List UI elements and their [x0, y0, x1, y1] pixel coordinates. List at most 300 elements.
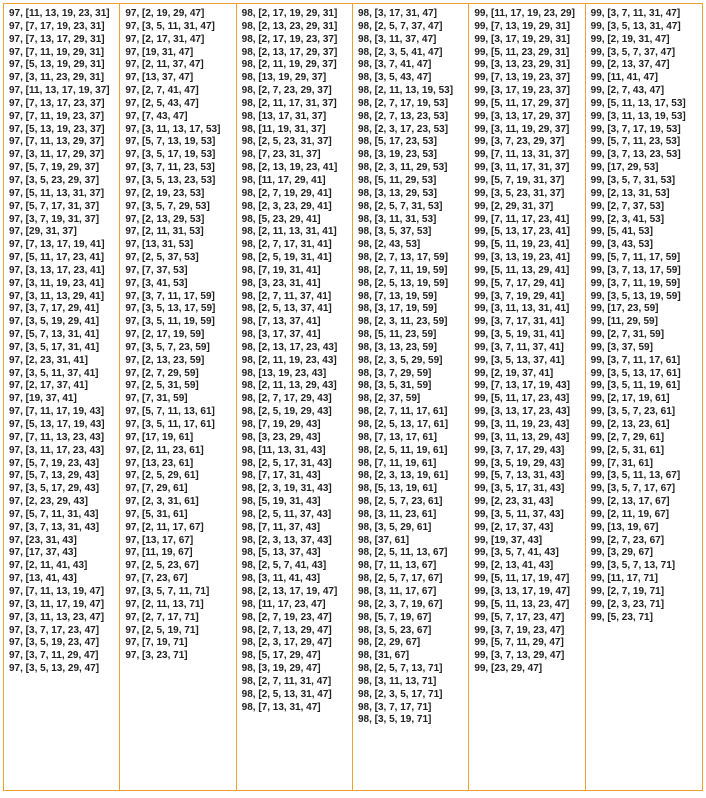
table-entry: 97, [5, 7, 13, 19, 53] — [125, 136, 216, 148]
table-entry: 99, [3, 17, 19, 23, 37] — [474, 85, 570, 97]
table-entry: 99, [5, 7, 11, 29, 47] — [474, 637, 564, 649]
table-entry: 98, [3, 7, 41, 47] — [357, 59, 432, 71]
table-entry: 97, [3, 11, 23, 29, 31] — [9, 72, 105, 84]
table-entry: 99, [5, 13, 17, 23, 41] — [474, 226, 570, 238]
table-entry: 99, [2, 19, 31, 47] — [590, 33, 670, 45]
column-2 — [120, 4, 236, 790]
table-entry: 97, [3, 5, 11, 37, 41] — [9, 367, 99, 379]
table-entry: 99, [2, 23, 31, 43] — [474, 496, 554, 508]
table-entry: 97, [2, 17, 31, 47] — [125, 33, 205, 45]
table-entry: 99, [2, 7, 29, 61] — [590, 431, 665, 443]
table-entry: 98, [2, 7, 13, 29, 47] — [241, 624, 332, 636]
table-entry: 99, [3, 7, 11, 17, 61] — [590, 354, 681, 366]
table-entry: 98, [2, 13, 17, 29, 37] — [241, 46, 338, 58]
table-entry: 97, [2, 7, 29, 59] — [125, 367, 199, 379]
table-entry: 98, [2, 3, 13, 19, 61] — [357, 470, 449, 482]
table-entry: 98, [3, 11, 37, 47] — [357, 33, 437, 45]
table-entry: 98, [5, 7, 19, 67] — [357, 611, 432, 623]
table-entry: 98, [2, 5, 11, 13, 67] — [357, 547, 448, 559]
table-entry: 98, [3, 19, 23, 53] — [357, 149, 437, 161]
table-entry: 99, [3, 11, 19, 29, 37] — [474, 123, 570, 135]
table-entry: 97, [11, 13, 17, 19, 37] — [9, 85, 110, 97]
table-entry: 99, [3, 7, 13, 29, 47] — [474, 650, 565, 662]
table-entry: 98, [2, 3, 11, 23, 59] — [357, 316, 448, 328]
table-entry: 99, [5, 11, 13, 23, 47] — [474, 598, 570, 610]
table-entry: 97, [2, 5, 43, 47] — [125, 97, 199, 109]
table-entry: 98, [2, 5, 11, 37, 43] — [241, 508, 332, 520]
table-entry: 97, [3, 5, 7, 23, 59] — [125, 341, 210, 353]
table-entry: 97, [7, 19, 71] — [125, 637, 188, 649]
table-entry: 97, [5, 7, 11, 31, 43] — [9, 508, 99, 520]
table-entry: 99, [3, 43, 53] — [590, 239, 653, 251]
table-entry: 98, [3, 11, 17, 67] — [357, 585, 437, 597]
table-entry: 99, [5, 11, 17, 29, 37] — [474, 97, 570, 109]
table-entry: 98, [3, 19, 29, 47] — [241, 663, 321, 675]
table-entry: 99, [3, 7, 19, 29, 41] — [474, 290, 565, 302]
table-entry: 99, [3, 7, 19, 23, 47] — [474, 624, 565, 636]
table-entry: 98, [7, 13, 31, 47] — [241, 701, 321, 713]
table-entry: 98, [7, 13, 37, 41] — [241, 316, 321, 328]
table-entry: 97, [2, 5, 31, 59] — [125, 380, 199, 392]
table-entry: 99, [5, 7, 13, 31, 43] — [474, 470, 565, 482]
table-entry: 98, [2, 7, 19, 29, 41] — [241, 187, 332, 199]
table-entry: 99, [3, 5, 7, 31, 53] — [590, 174, 676, 186]
table-entry: 97, [2, 11, 31, 53] — [125, 226, 204, 238]
table-entry: 98, [3, 23, 29, 43] — [241, 431, 321, 443]
table-entry: 99, [3, 5, 13, 37, 41] — [474, 354, 565, 366]
table-entry: 99, [17, 23, 59] — [590, 303, 659, 315]
table-entry: 98, [2, 11, 13, 19, 53] — [357, 85, 454, 97]
table-entry: 98, [37, 61] — [357, 534, 410, 546]
table-entry: 99, [3, 5, 7, 17, 67] — [590, 483, 676, 495]
table-entry: 99, [2, 13, 31, 53] — [590, 187, 670, 199]
table-entry: 99, [2, 17, 37, 43] — [474, 521, 554, 533]
table-entry: 97, [5, 7, 19, 23, 43] — [9, 457, 100, 469]
table-entry: 98, [5, 11, 29, 53] — [357, 174, 437, 186]
table-entry: 97, [3, 7, 17, 23, 47] — [9, 624, 100, 636]
table-entry: 97, [7, 13, 17, 23, 37] — [9, 97, 105, 109]
table-entry: 99, [3, 5, 13, 31, 47] — [590, 20, 681, 32]
table-entry: 99, [2, 13, 17, 67] — [590, 496, 670, 508]
table-entry: 97, [3, 11, 17, 29, 37] — [9, 149, 105, 161]
table-entry: 98, [2, 5, 23, 31, 37] — [241, 136, 332, 148]
column-3 — [237, 4, 353, 790]
table-entry: 99, [2, 29, 31, 37] — [474, 200, 554, 212]
table-entry: 97, [2, 13, 29, 53] — [125, 213, 205, 225]
table-entry: 99, [2, 3, 23, 71] — [590, 598, 665, 610]
table-entry: 97, [7, 11, 13, 29, 37] — [9, 136, 105, 148]
table-entry: 98, [3, 17, 19, 59] — [357, 303, 437, 315]
table-entry: 98, [5, 19, 31, 43] — [241, 496, 321, 508]
table-entry: 97, [13, 41, 43] — [9, 573, 77, 585]
table-entry: 98, [5, 23, 29, 41] — [241, 213, 321, 225]
table-entry: 97, [19, 31, 47] — [125, 46, 194, 58]
table-entry: 99, [2, 7, 23, 67] — [590, 534, 665, 546]
table-entry: 99, [5, 23, 71] — [590, 611, 653, 623]
table-entry: 98, [11, 19, 31, 37] — [241, 123, 326, 135]
table-entry: 99, [2, 7, 31, 59] — [590, 329, 665, 341]
table-entry: 97, [2, 7, 17, 71] — [125, 611, 199, 623]
table-entry: 99, [3, 5, 11, 37, 43] — [474, 508, 564, 520]
table-entry: 99, [5, 11, 13, 17, 53] — [590, 97, 686, 109]
table-entry: 99, [7, 11, 13, 31, 37] — [474, 149, 570, 161]
table-entry: 99, [3, 7, 17, 31, 41] — [474, 316, 565, 328]
table-entry: 99, [3, 5, 23, 31, 37] — [474, 187, 565, 199]
table-entry: 97, [3, 7, 11, 17, 59] — [125, 290, 215, 302]
table-entry: 97, [5, 7, 17, 31, 37] — [9, 200, 100, 212]
table-entry: 97, [2, 5, 29, 61] — [125, 470, 199, 482]
table-entry: 99, [3, 5, 13, 17, 61] — [590, 367, 681, 379]
table-entry: 99, [2, 5, 31, 61] — [590, 444, 665, 456]
table-entry: 98, [2, 37, 59] — [357, 393, 421, 405]
table-entry: 97, [7, 11, 17, 19, 43] — [9, 406, 105, 418]
table-entry: 98, [2, 5, 7, 31, 53] — [357, 200, 443, 212]
table-entry: 97, [13, 23, 61] — [125, 457, 194, 469]
table-entry: 99, [3, 29, 67] — [590, 547, 653, 559]
table-entry: 98, [13, 17, 31, 37] — [241, 110, 327, 122]
table-entry: 97, [7, 11, 13, 23, 43] — [9, 431, 105, 443]
table-entry: 99, [2, 3, 41, 53] — [590, 213, 665, 225]
table-entry: 98, [7, 19, 31, 41] — [241, 264, 321, 276]
table-entry: 98, [5, 17, 23, 53] — [357, 136, 437, 148]
table-entry: 99, [3, 7, 23, 29, 37] — [474, 136, 565, 148]
table-entry: 98, [2, 5, 13, 17, 61] — [357, 419, 449, 430]
table-entry: 97, [7, 17, 19, 23, 31] — [9, 20, 105, 32]
table-entry: 99, [2, 7, 37, 53] — [590, 200, 665, 212]
table-entry: 99, [3, 13, 23, 29, 31] — [474, 59, 570, 71]
table-entry: 97, [3, 5, 13, 23, 53] — [125, 174, 216, 186]
table-entry: 98, [7, 19, 29, 43] — [241, 419, 321, 430]
table-entry: 98, [2, 11, 19, 23, 43] — [241, 354, 337, 366]
table-entry: 97, [3, 5, 23, 29, 37] — [9, 174, 100, 186]
table-entry: 97, [13, 17, 67] — [125, 534, 194, 546]
table-entry: 97, [19, 37, 41] — [9, 393, 77, 405]
table-entry: 98, [2, 5, 13, 37, 41] — [241, 303, 332, 315]
table-entry: 99, [2, 17, 19, 61] — [590, 393, 670, 405]
table-entry: 98, [2, 3, 11, 29, 53] — [357, 162, 448, 174]
table-entry: 97, [13, 31, 53] — [125, 239, 194, 251]
table-entry: 98, [3, 13, 23, 59] — [357, 341, 437, 353]
table-entry: 99, [5, 7, 19, 31, 37] — [474, 174, 565, 186]
table-entry: 98, [2, 5, 7, 17, 67] — [357, 573, 443, 585]
table-entry: 97, [17, 19, 61] — [125, 431, 194, 443]
table-entry: 98, [2, 3, 5, 41, 47] — [357, 46, 443, 58]
table-entry: 98, [2, 17, 19, 23, 37] — [241, 33, 338, 45]
table-entry: 97, [3, 5, 7, 11, 71] — [125, 585, 210, 597]
table-entry: 97, [3, 5, 11, 19, 59] — [125, 316, 215, 328]
table-entry: 99, [3, 13, 17, 19, 47] — [474, 585, 570, 597]
table-entry: 98, [3, 17, 37, 41] — [241, 329, 321, 341]
table-entry: 97, [2, 11, 41, 43] — [9, 560, 88, 572]
table-entry: 97, [3, 5, 19, 29, 41] — [9, 316, 100, 328]
table-entry: 99, [2, 7, 19, 71] — [590, 585, 665, 597]
table-entry: 97, [3, 11, 13, 17, 53] — [125, 123, 221, 135]
table-entry: 97, [5, 7, 19, 29, 37] — [9, 162, 100, 174]
table-entry: 98, [5, 13, 37, 43] — [241, 547, 321, 559]
table-entry: 98, [2, 7, 17, 19, 53] — [357, 97, 449, 109]
table-entry: 99, [17, 29, 53] — [590, 162, 659, 174]
table-entry: 97, [7, 29, 61] — [125, 483, 188, 495]
table-entry: 98, [3, 11, 13, 71] — [357, 675, 437, 687]
table-entry: 97, [3, 5, 7, 29, 53] — [125, 200, 210, 212]
table-entry: 97, [7, 11, 13, 19, 47] — [9, 585, 105, 597]
table-entry: 97, [5, 11, 13, 31, 37] — [9, 187, 105, 199]
table-entry: 97, [7, 37, 53] — [125, 264, 188, 276]
table-entry: 99, [3, 7, 11, 31, 47] — [590, 8, 681, 19]
column-4 — [353, 4, 469, 790]
table-entry: 99, [3, 11, 13, 31, 41] — [474, 303, 570, 315]
table-entry: 98, [3, 13, 29, 53] — [357, 187, 437, 199]
table-entry: 99, [11, 29, 59] — [590, 316, 658, 328]
table-entry: 97, [3, 5, 17, 19, 53] — [125, 149, 216, 161]
table-entry: 97, [11, 19, 67] — [125, 547, 193, 559]
table-entry: 98, [3, 5, 19, 71] — [357, 714, 432, 726]
table-entry: 97, [3, 5, 17, 31, 41] — [9, 341, 100, 353]
table-entry: 97, [11, 13, 19, 23, 31] — [9, 8, 110, 19]
table-entry: 97, [2, 11, 17, 67] — [125, 521, 204, 533]
table-entry: 98, [2, 11, 13, 31, 41] — [241, 226, 337, 238]
table-entry: 98, [2, 29, 67] — [357, 637, 421, 649]
table-entry: 99, [3, 37, 59] — [590, 341, 653, 353]
table-entry: 98, [7, 11, 13, 67] — [357, 560, 437, 572]
table-entry: 97, [2, 3, 31, 61] — [125, 496, 199, 508]
table-entry: 97, [5, 7, 13, 31, 41] — [9, 329, 100, 341]
table-entry: 97, [2, 5, 37, 53] — [125, 252, 199, 264]
table-entry: 97, [3, 5, 19, 23, 47] — [9, 637, 100, 649]
table-entry: 99, [7, 31, 61] — [590, 457, 653, 469]
table-entry: 99, [3, 13, 17, 29, 37] — [474, 110, 570, 122]
table-entry: 98, [2, 3, 13, 37, 43] — [241, 534, 332, 546]
table-entry: 99, [5, 7, 17, 23, 47] — [474, 611, 565, 623]
table-entry: 99, [3, 5, 7, 23, 61] — [590, 406, 676, 418]
table-entry: 98, [2, 43, 53] — [357, 239, 421, 251]
table-entry: 99, [5, 11, 19, 23, 41] — [474, 239, 570, 251]
table-entry: 98, [3, 11, 41, 43] — [241, 573, 321, 585]
table-entry: 98, [3, 5, 43, 47] — [357, 72, 432, 84]
table-entry: 98, [13, 19, 23, 43] — [241, 367, 327, 379]
table-entry: 97, [3, 11, 13, 23, 47] — [9, 611, 105, 623]
table-entry: 99, [3, 7, 11, 19, 59] — [590, 277, 681, 289]
table-entry: 99, [2, 13, 41, 43] — [474, 560, 554, 572]
table-entry: 99, [2, 7, 43, 47] — [590, 85, 665, 97]
table-entry: 98, [2, 5, 7, 37, 47] — [357, 20, 443, 32]
table-entry: 97, [5, 13, 19, 29, 31] — [9, 59, 105, 71]
table-entry: 98, [2, 13, 17, 23, 43] — [241, 341, 338, 353]
table-entry: 98, [2, 7, 11, 17, 61] — [357, 406, 448, 418]
table-entry: 98, [2, 7, 13, 17, 59] — [357, 252, 449, 264]
table-entry: 99, [3, 7, 17, 19, 53] — [590, 123, 681, 135]
table-entry: 98, [3, 5, 23, 67] — [357, 624, 432, 636]
table-entry: 97, [2, 11, 13, 71] — [125, 598, 204, 610]
table-entry: 98, [7, 23, 31, 37] — [241, 149, 321, 161]
table-entry: 97, [3, 7, 19, 31, 37] — [9, 213, 100, 225]
table-entry: 99, [5, 7, 17, 29, 41] — [474, 277, 565, 289]
table-entry: 98, [2, 7, 23, 29, 37] — [241, 85, 332, 97]
table-entry: 98, [2, 17, 19, 29, 31] — [241, 8, 338, 19]
table-entry: 98, [2, 5, 13, 19, 59] — [357, 277, 449, 289]
table-entry: 99, [3, 7, 11, 37, 41] — [474, 341, 564, 353]
table-entry: 99, [5, 11, 13, 29, 41] — [474, 264, 570, 276]
table-entry: 99, [3, 13, 19, 23, 41] — [474, 252, 570, 264]
table-entry: 98, [2, 3, 5, 29, 59] — [357, 354, 443, 366]
table-entry: 98, [7, 13, 19, 59] — [357, 290, 437, 302]
table-entry: 97, [7, 31, 59] — [125, 393, 188, 405]
table-entry: 98, [2, 3, 5, 17, 71] — [357, 688, 443, 700]
table-entry: 98, [3, 11, 23, 61] — [357, 508, 437, 520]
table-entry: 97, [3, 7, 11, 29, 47] — [9, 650, 99, 662]
table-entry: 97, [7, 11, 19, 29, 31] — [9, 46, 105, 58]
table-entry: 98, [2, 7, 11, 19, 59] — [357, 264, 448, 276]
table-entry: 99, [5, 7, 11, 23, 53] — [590, 136, 681, 148]
table-entry: 98, [2, 11, 17, 31, 37] — [241, 97, 337, 109]
table-entry: 99, [5, 11, 17, 19, 47] — [474, 573, 570, 585]
table-entry: 98, [2, 13, 19, 23, 41] — [241, 162, 338, 174]
table-entry: 97, [2, 5, 19, 71] — [125, 624, 199, 636]
table-entry: 97, [3, 5, 13, 29, 47] — [9, 663, 100, 675]
table-entry: 97, [2, 23, 29, 43] — [9, 496, 88, 508]
table-entry: 98, [2, 7, 11, 37, 41] — [241, 290, 332, 302]
table-entry: 99, [5, 11, 17, 23, 43] — [474, 393, 570, 405]
table-entry: 98, [2, 7, 17, 31, 41] — [241, 239, 332, 251]
table-entry: 97, [3, 11, 17, 19, 47] — [9, 598, 105, 610]
table-entry: 97, [7, 23, 67] — [125, 573, 188, 585]
table-entry: 98, [5, 17, 29, 47] — [241, 650, 321, 662]
table-entry: 97, [2, 11, 37, 47] — [125, 59, 204, 71]
table-entry: 98, [31, 67] — [357, 650, 410, 662]
table-entry: 97, [5, 7, 13, 29, 43] — [9, 470, 100, 482]
table-entry: 98, [3, 23, 31, 41] — [241, 277, 321, 289]
table-entry: 99, [11, 17, 71] — [590, 573, 658, 585]
table-entry: 99, [3, 5, 19, 29, 43] — [474, 457, 565, 469]
table-entry: 98, [5, 13, 19, 61] — [357, 483, 437, 495]
table-entry: 97, [3, 11, 19, 23, 41] — [9, 277, 105, 289]
table-entry: 98, [2, 7, 19, 23, 47] — [241, 611, 332, 623]
table-entry: 98, [2, 13, 23, 29, 31] — [241, 20, 338, 32]
table-entry: 99, [3, 5, 11, 13, 67] — [590, 470, 681, 482]
table-entry: 97, [2, 17, 37, 41] — [9, 380, 88, 392]
table-entry: 97, [3, 5, 11, 31, 47] — [125, 20, 215, 32]
table-entry: 99, [23, 29, 47] — [474, 663, 543, 675]
table-entry: 97, [7, 13, 17, 29, 31] — [9, 33, 105, 45]
table-entry: 99, [2, 13, 23, 61] — [590, 419, 670, 430]
table-entry: 98, [2, 11, 13, 29, 43] — [241, 380, 337, 392]
table-entry: 97, [3, 5, 13, 17, 59] — [125, 303, 216, 315]
table-entry: 99, [11, 17, 19, 23, 29] — [474, 8, 575, 19]
table-entry: 98, [7, 11, 37, 43] — [241, 521, 321, 533]
table-entry: 99, [3, 17, 19, 29, 31] — [474, 33, 570, 45]
table-entry: 99, [3, 5, 7, 37, 47] — [590, 46, 676, 58]
table-entry: 99, [3, 11, 13, 29, 43] — [474, 431, 570, 443]
table-entry: 98, [3, 7, 29, 59] — [357, 367, 432, 379]
table-entry: 98, [11, 17, 29, 41] — [241, 174, 326, 186]
table-entry: 97, [3, 5, 17, 29, 43] — [9, 483, 100, 495]
table-entry: 99, [2, 13, 37, 47] — [590, 59, 670, 71]
table-entry: 99, [3, 7, 17, 29, 43] — [474, 444, 565, 456]
table-entry: 97, [7, 13, 17, 19, 41] — [9, 239, 105, 251]
table-entry: 97, [29, 31, 37] — [9, 226, 77, 238]
table-entry: 97, [13, 37, 47] — [125, 72, 194, 84]
table-entry: 99, [5, 7, 11, 17, 59] — [590, 252, 681, 264]
table-entry: 99, [13, 19, 67] — [590, 521, 659, 533]
table-entry: 99, [2, 19, 37, 41] — [474, 367, 554, 379]
table-entry: 99, [7, 13, 19, 23, 37] — [474, 72, 570, 84]
column-6 — [586, 4, 702, 790]
table-entry: 97, [3, 11, 17, 23, 43] — [9, 444, 105, 456]
table-entry: 98, [2, 5, 7, 41, 43] — [241, 560, 327, 572]
table-entry: 97, [3, 13, 17, 23, 41] — [9, 264, 105, 276]
table-entry: 98, [2, 5, 13, 31, 47] — [241, 688, 332, 700]
table-entry: 98, [2, 7, 17, 29, 43] — [241, 393, 332, 405]
column-5 — [469, 4, 585, 790]
table-entry: 97, [5, 31, 61] — [125, 508, 188, 520]
table-entry: 98, [2, 3, 19, 31, 43] — [241, 483, 332, 495]
table-entry: 98, [7, 11, 19, 61] — [357, 457, 437, 469]
table-entry: 97, [2, 23, 31, 41] — [9, 354, 88, 366]
table-entry: 98, [3, 7, 17, 71] — [357, 701, 432, 713]
table-entry: 99, [3, 11, 19, 23, 43] — [474, 419, 570, 430]
table-entry: 99, [3, 7, 13, 23, 53] — [590, 149, 681, 161]
table-entry: 98, [3, 5, 31, 59] — [357, 380, 432, 392]
table-entry: 97, [3, 11, 13, 29, 41] — [9, 290, 105, 302]
table-entry: 98, [2, 3, 23, 29, 41] — [241, 200, 332, 212]
table-entry: 99, [5, 11, 23, 29, 31] — [474, 46, 570, 58]
table-entry: 97, [5, 7, 11, 13, 61] — [125, 406, 215, 418]
table-entry: 98, [2, 5, 7, 23, 61] — [357, 496, 443, 508]
table-entry: 98, [2, 5, 17, 31, 43] — [241, 457, 332, 469]
table-entry: 99, [3, 5, 7, 41, 43] — [474, 547, 559, 559]
table-entry: 97, [2, 5, 23, 67] — [125, 560, 199, 572]
table-entry: 99, [19, 37, 43] — [474, 534, 543, 546]
table-entry: 98, [2, 7, 11, 31, 47] — [241, 675, 332, 687]
table-entry: 98, [3, 17, 31, 47] — [357, 8, 437, 19]
table-entry: 98, [11, 17, 23, 47] — [241, 598, 326, 610]
table-entry: 97, [3, 23, 71] — [125, 650, 188, 662]
table-entry: 98, [3, 5, 37, 53] — [357, 226, 432, 238]
table-entry: 99, [7, 13, 17, 19, 43] — [474, 380, 570, 392]
table-entry: 97, [5, 13, 17, 19, 43] — [9, 419, 105, 430]
table-entry: 99, [7, 13, 19, 29, 31] — [474, 20, 570, 32]
table-entry: 99, [3, 5, 11, 19, 61] — [590, 380, 681, 392]
table-entry: 97, [5, 13, 19, 23, 37] — [9, 123, 105, 135]
table-entry: 99, [3, 5, 19, 31, 41] — [474, 329, 565, 341]
table-entry: 98, [5, 11, 23, 59] — [357, 329, 437, 341]
table-entry: 98, [2, 3, 7, 19, 67] — [357, 598, 443, 610]
partition-table — [3, 3, 703, 791]
table-entry: 97, [3, 5, 11, 17, 61] — [125, 419, 215, 430]
table-entry: 97, [2, 11, 23, 61] — [125, 444, 204, 456]
table-entry: 98, [2, 13, 17, 19, 47] — [241, 585, 338, 597]
table-entry: 98, [2, 3, 17, 29, 47] — [241, 637, 332, 649]
table-entry: 97, [2, 19, 29, 47] — [125, 8, 205, 19]
table-entry: 97, [7, 43, 47] — [125, 110, 188, 122]
table-entry: 99, [7, 11, 17, 23, 41] — [474, 213, 570, 225]
table-entry: 97, [3, 7, 11, 23, 53] — [125, 162, 215, 174]
table-entry: 98, [2, 5, 7, 13, 71] — [357, 663, 443, 675]
table-entry: 98, [2, 5, 19, 29, 43] — [241, 406, 332, 418]
table-entry: 97, [2, 7, 41, 47] — [125, 85, 199, 97]
table-entry: 97, [3, 41, 53] — [125, 277, 188, 289]
table-entry: 98, [3, 5, 29, 61] — [357, 521, 432, 533]
table-entry: 98, [2, 7, 13, 23, 53] — [357, 110, 449, 122]
table-entry: 97, [17, 37, 43] — [9, 547, 77, 559]
table-entry: 99, [3, 11, 13, 19, 53] — [590, 110, 686, 122]
table-entry: 99, [3, 13, 17, 23, 43] — [474, 406, 570, 418]
table-entry: 98, [2, 5, 19, 31, 41] — [241, 252, 332, 264]
table-entry: 98, [7, 13, 17, 61] — [357, 431, 437, 443]
table-entry: 97, [7, 11, 19, 23, 37] — [9, 110, 105, 122]
table-entry: 98, [2, 3, 17, 23, 53] — [357, 123, 449, 135]
table-entry: 99, [5, 41, 53] — [590, 226, 653, 238]
